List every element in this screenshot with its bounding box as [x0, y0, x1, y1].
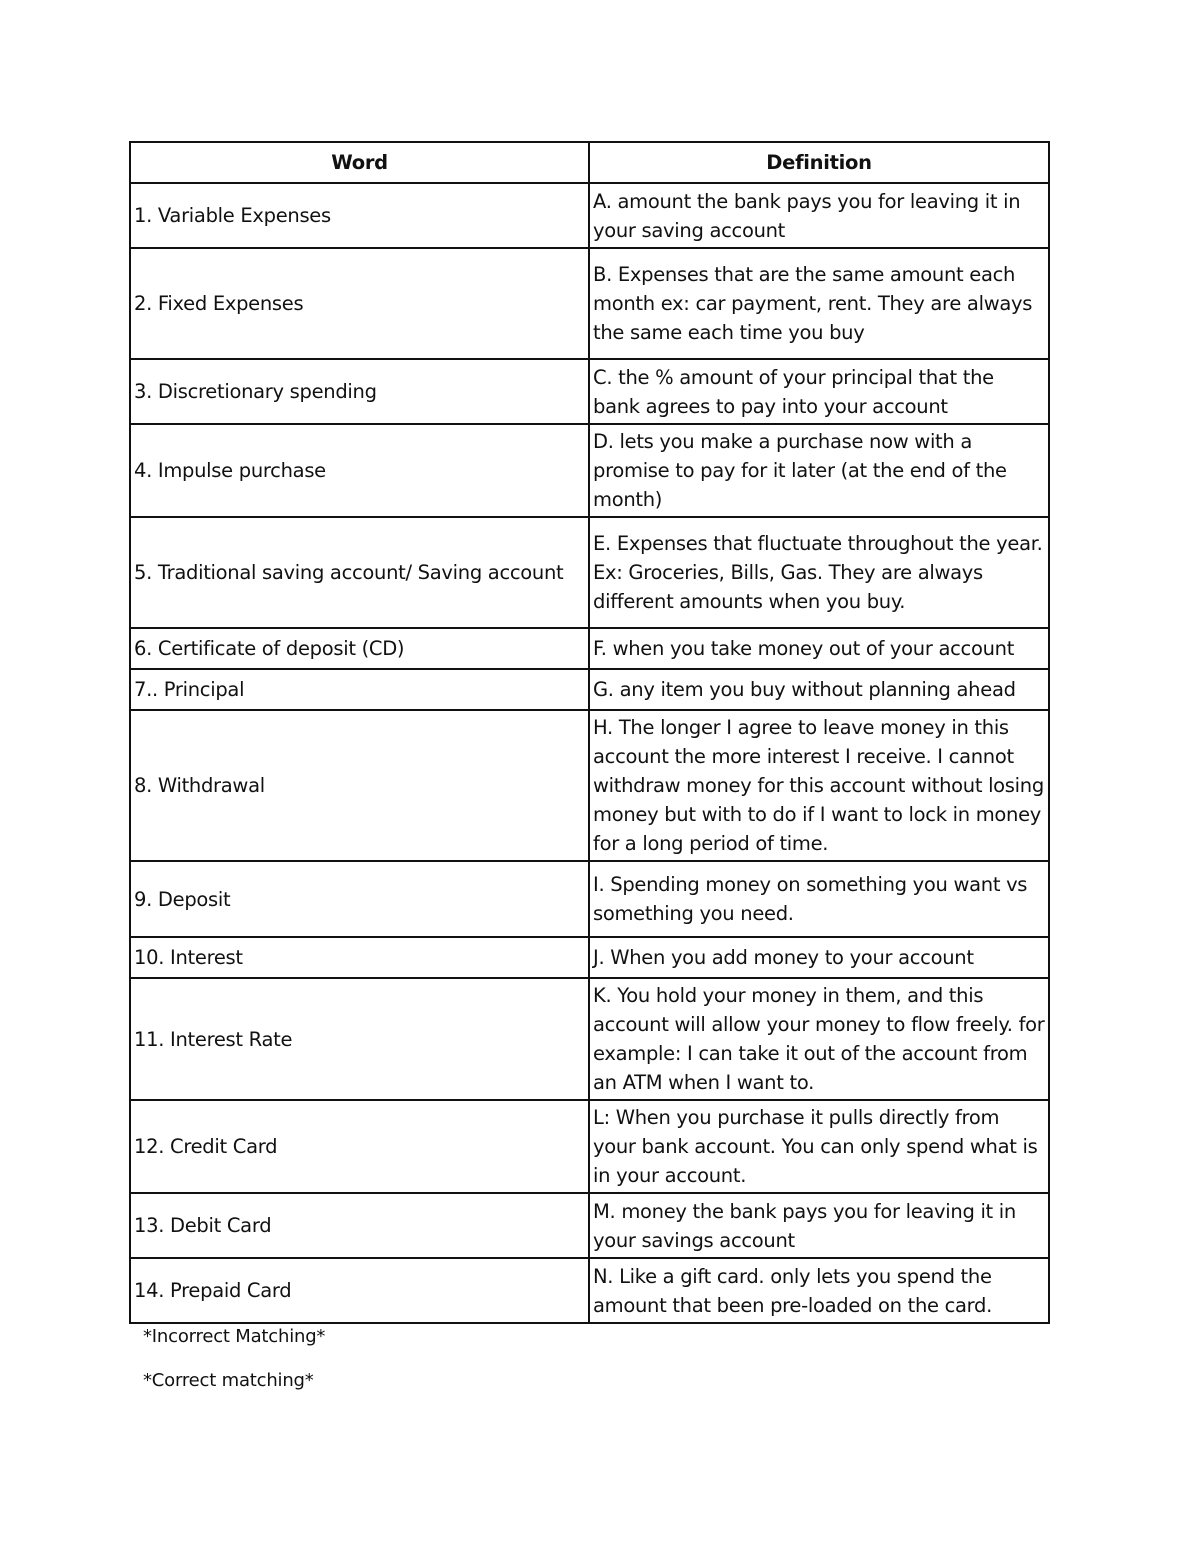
word-column-header: Word [130, 142, 589, 183]
word-cell: 9. Deposit [130, 861, 589, 937]
word-cell: 4. Impulse purchase [130, 424, 589, 517]
definition-cell: B. Expenses that are the same amount each month ex: car payment, rent. They are always the same each time you buy [589, 248, 1049, 359]
word-cell: 5. Traditional saving account/ Saving account [130, 517, 589, 628]
definition-cell: A. amount the bank pays you for leaving it in your saving account [589, 183, 1049, 248]
word-cell: 1. Variable Expenses [130, 183, 589, 248]
word-cell: 10. Interest [130, 937, 589, 978]
word-cell: 14. Prepaid Card [130, 1258, 589, 1323]
definition-cell: C. the % amount of your principal that the bank agrees to pay into your account [589, 359, 1049, 424]
table-row [130, 628, 1049, 669]
word-cell: 2. Fixed Expenses [130, 248, 589, 359]
definition-cell: H. The longer I agree to leave money in this account the more interest I receive. I cannot withdraw money for this account without losing money but with to do if I want to lock in money for a long period of time. [589, 710, 1049, 861]
table-row [130, 978, 1049, 1100]
incorrect-matching-note: *Incorrect Matching* [143, 1326, 326, 1347]
definition-cell: K. You hold your money in them, and this account will allow your money to flow freely. for example: I can take it out of the account from an ATM when I want to. [589, 978, 1049, 1100]
word-cell: 8. Withdrawal [130, 710, 589, 861]
word-cell: 6. Certificate of deposit (CD) [130, 628, 589, 669]
word-cell: 3. Discretionary spending [130, 359, 589, 424]
word-cell: 13. Debit Card [130, 1193, 589, 1258]
table-row [130, 937, 1049, 978]
vocabulary-matching-table [129, 141, 1050, 1324]
table-row [130, 359, 1049, 424]
correct-matching-note: *Correct matching* [143, 1370, 314, 1391]
table-row [130, 1193, 1049, 1258]
word-cell: 7.. Principal [130, 669, 589, 710]
table-row [130, 248, 1049, 359]
definition-cell: D. lets you make a purchase now with a promise to pay for it later (at the end of the month) [589, 424, 1049, 517]
definition-cell: L: When you purchase it pulls directly from your bank account. You can only spend what is in your account. [589, 1100, 1049, 1193]
table-row [130, 861, 1049, 937]
definition-cell: M. money the bank pays you for leaving it in your savings account [589, 1193, 1049, 1258]
definition-cell: N. Like a gift card. only lets you spend the amount that been pre-loaded on the card. [589, 1258, 1049, 1323]
definition-column-header: Definition [589, 142, 1049, 183]
table-row [130, 424, 1049, 517]
table-row [130, 669, 1049, 710]
definition-cell: F. when you take money out of your account [589, 628, 1049, 669]
table-row [130, 1258, 1049, 1323]
word-cell: 12. Credit Card [130, 1100, 589, 1193]
table-row [130, 517, 1049, 628]
word-cell: 11. Interest Rate [130, 978, 589, 1100]
definition-cell: G. any item you buy without planning ahead [589, 669, 1049, 710]
table-row [130, 183, 1049, 248]
definition-cell: J. When you add money to your account [589, 937, 1049, 978]
definition-cell: E. Expenses that fluctuate throughout the year. Ex: Groceries, Bills, Gas. They are always different amounts when you buy. [589, 517, 1049, 628]
table-header-row [130, 142, 1049, 183]
table-row [130, 1100, 1049, 1193]
definition-cell: I. Spending money on something you want vs something you need. [589, 861, 1049, 937]
table-row [130, 710, 1049, 861]
